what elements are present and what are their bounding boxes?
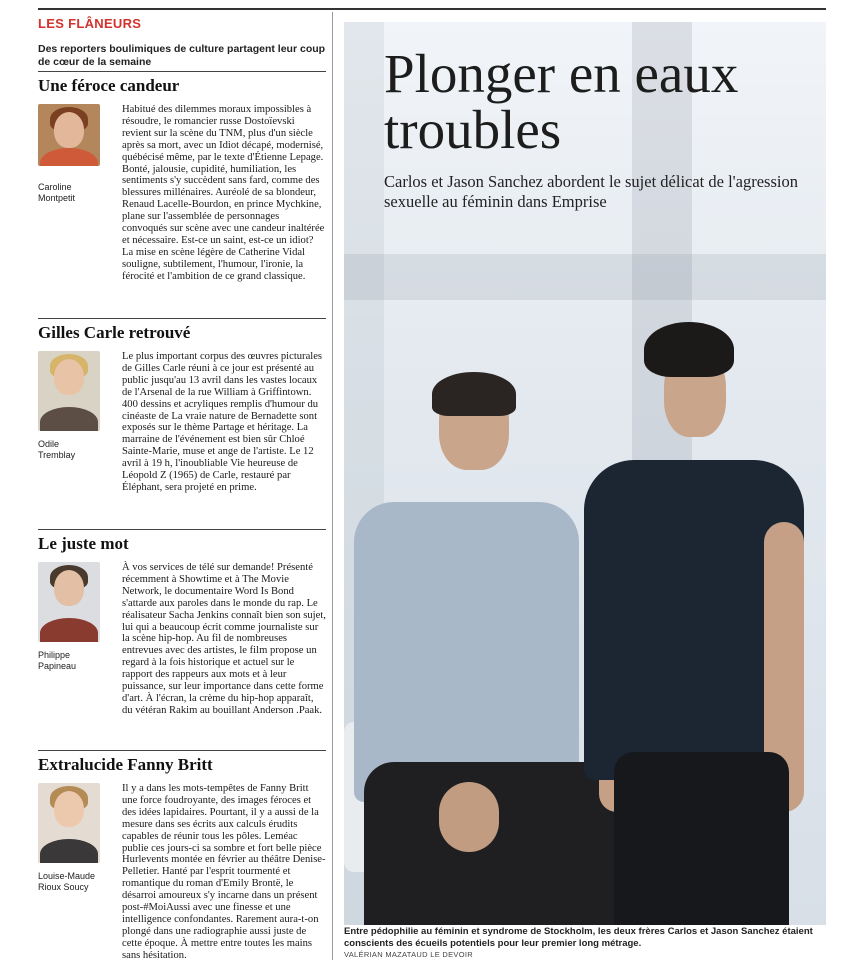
author-name: Louise-Maude Rioux Soucy <box>38 871 96 892</box>
item-3 <box>38 534 326 747</box>
item-text: À vos services de télé sur demande! Présenté récemment à Showtime et à The Movie Network, le documentaire Word Is Bond s'attarde aux paroles dans le monde du rap. Le réalisateur Sacha Jenkins connaît bien son sujet, lui qui a beaucoup écrit comme journaliste sur la scène hip-hop. Au fil de nombreuses entrevues avec des artistes, le film propose un regard à la fois historique et actuel sur le rapport des rappeurs aux mots et à leur puissance, sur leur importance dans cette forme d'art. À l'écran, la crème du hip-hop apparaît, du vétéran Rakim au bouillant Anderson .Paak. <box>122 562 326 716</box>
author-block <box>38 783 122 962</box>
person-right-hair <box>644 322 734 377</box>
author-photo <box>38 104 100 166</box>
item-4 <box>38 755 326 962</box>
item-title: Une féroce candeur <box>38 76 180 95</box>
deck: Carlos et Jason Sanchez abordent le sujet délicat de l'agression sexuelle au féminin dans Emprise <box>384 172 798 211</box>
headline: Plonger en eaux troubles <box>384 43 739 160</box>
item-text: Il y a dans les mots-tempêtes de Fanny Britt une force foudroyante, des images féroces et des idées lapidaires. Pourtant, il y a aussi de la mesure dans ses écrits aux calculs érudits capables de réunir tous les pôles. Leméac publie ces jours-ci sa sombre et fort belle pièce Hurlevents montée en février au théâtre Denise-Pelletier. Hanté par l'esprit tourmenté et romantique du roman d'Emily Brontë, le désarroi amoureux s'y incarne dans un présent post-#MoiAussi avec une finesse et une intelligence confondantes. Rarement aura-t-on plongé dans une radiographie aussi juste de cette époque. À mettre entre toutes les mains sans hésitation. <box>122 783 326 961</box>
item-title: Le juste mot <box>38 534 129 553</box>
divider <box>38 750 326 751</box>
item-2 <box>38 323 326 526</box>
author-block <box>38 562 122 717</box>
author-name: Odile Tremblay <box>38 439 76 460</box>
author-name: Caroline Montpetit <box>38 182 76 203</box>
feature-photo <box>344 22 826 925</box>
person-left-shirt <box>354 502 579 802</box>
author-photo <box>38 562 100 642</box>
divider <box>38 71 326 72</box>
photo-caption: Entre pédophilie au féminin et syndrome de Stockholm, les deux frères Carlos et Jason Sanchez étaient conscients des écueils potentiels pour leur premier long métrage. <box>344 926 813 949</box>
divider <box>38 529 326 530</box>
flaneurs-column <box>38 12 326 962</box>
author-block <box>38 351 122 494</box>
person-right-pants <box>614 752 789 925</box>
person-left-hair <box>432 372 516 416</box>
item-title: Extralucide Fanny Britt <box>38 755 213 774</box>
top-rule <box>38 8 826 10</box>
author-photo <box>38 783 100 863</box>
column-separator <box>332 12 333 960</box>
photo-credit: VALÉRIAN MAZATAUD LE DEVOIR <box>344 950 473 959</box>
section-label: LES FLÂNEURS <box>38 16 142 31</box>
section-intro: Des reporters boulimiques de culture partagent leur coup de cœur de la semaine <box>38 43 326 68</box>
author-photo <box>38 351 100 431</box>
item-1 <box>38 76 326 315</box>
person-left-hands <box>439 782 499 852</box>
divider <box>38 318 326 319</box>
item-title: Gilles Carle retrouvé <box>38 323 191 342</box>
item-text: Habitué des dilemmes moraux impossibles à résoudre, le romancier russe Dostoïevski revient sur la scène du TNM, plus d'un siècle après sa mort, avec un Idiot décapé, modernisé, québécisé même, par le texte d'Étienne Lepage. Bonté, jalousie, cupidité, humiliation, les sentiments s'y succèdent sans fard, comme des blessures millénaires. Auréolé de sa blondeur, Renaud Lacelle-Bourdon, en prince Mychkine, plane sur l'assemblée de personnages convoqués sur scène avec une candeur inaltérée et nécessaire. Est-ce un saint, est-ce un idiot? La mise en scène légère de Catherine Vidal souligne, subtilement, l'humour, l'ironie, la férocité et l'ambition de ce grand classique. <box>122 104 325 282</box>
item-text: Le plus important corpus des œuvres picturales de Gilles Carle réuni à ce jour est présenté au public jusqu'au 13 avril dans les vastes locaux de l'Arsenal de la rue William à Griffintown. 400 dessins et acryliques remplis d'humour du cinéaste de La vraie nature de Bernadette sont exposés sur le thème Partage et héritage. La marraine de l'événement est bien sûr Chloé Sainte-Marie, muse et ange de l'artiste. Le 12 avril à 19 h, l'inoubliable Vie heureuse de Léopold Z (1965) de Carle, restauré par Éléphant, sera projeté en prime. <box>122 351 323 493</box>
author-name: Philippe Papineau <box>38 650 77 671</box>
author-block <box>38 104 122 283</box>
